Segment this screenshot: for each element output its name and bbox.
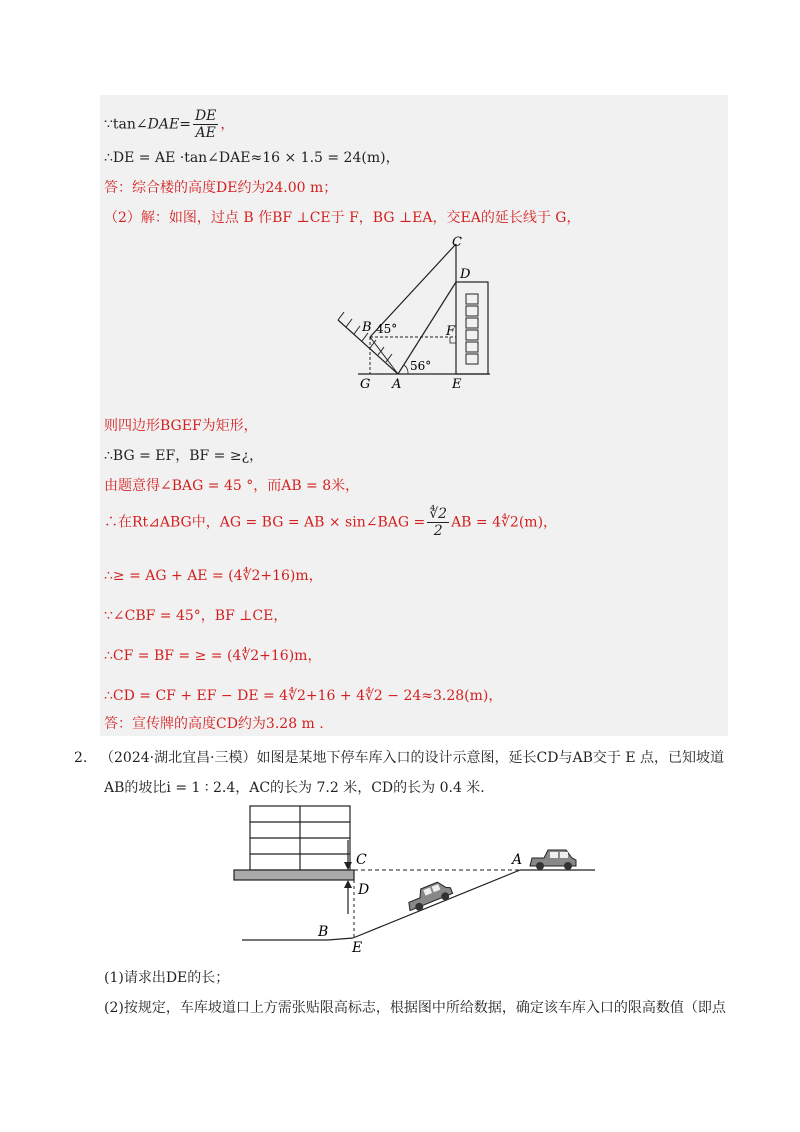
- car-icon: [404, 878, 454, 914]
- label-B: B: [362, 320, 372, 335]
- solution-line-11: ∴CF = BF = ≥ = (4∜2+16)m，: [104, 648, 322, 664]
- text: =: [179, 116, 191, 133]
- label-C: C: [356, 852, 367, 868]
- problem-2-question-2: (2)按规定，车库坡道口上方需张贴限高标志，根据图中所给数据，确定该车库入口的限高数值（即点: [104, 1000, 726, 1016]
- solution-line-10: ∵∠CBF = 45°，BF ⊥CE，: [104, 608, 288, 624]
- solution-line-7: 由题意得∠BAG = 45 °，而AB = 8米，: [104, 478, 360, 494]
- label-B: B: [318, 924, 329, 940]
- label-G: G: [360, 377, 371, 392]
- angle-56: 56°: [410, 359, 432, 373]
- text: ∵tan∠: [104, 116, 148, 133]
- problem-2-question-1: (1)请求出DE的长；: [104, 970, 230, 986]
- solution-line-5: 则四边形BGEF为矩形，: [104, 418, 258, 434]
- angle-45: 45°: [376, 322, 398, 336]
- solution-line-6: ∴BG = EF，BF = ≥¿，: [104, 448, 264, 464]
- text: ，: [220, 116, 235, 133]
- problem-2-line-2: AB的坡比i = 1 ∶ 2.4，AC的长为 7.2 米，CD的长为 0.4 米.: [104, 780, 485, 796]
- fraction-denominator: 2: [433, 523, 443, 539]
- figure-parking-entrance: [230, 804, 610, 954]
- problem-2-line-1: [100, 748, 724, 768]
- label-D: D: [460, 267, 471, 282]
- problem-2-number: 2.: [74, 750, 88, 766]
- label-E: E: [352, 940, 363, 954]
- text: DAE: [147, 116, 180, 133]
- fraction: [427, 506, 449, 539]
- solution-line-12: ∴CD = CF + EF − DE = 4∜2+16 + 4∜2 − 24≈3.28(m)，: [104, 688, 503, 704]
- label-F: F: [446, 324, 456, 339]
- answer-line-1: 答：综合楼的高度DE约为24.00 m；: [104, 180, 338, 196]
- label-E: E: [452, 377, 462, 392]
- fraction: [193, 108, 218, 141]
- label-D: D: [358, 882, 370, 898]
- solution-line-9: ∴≥ = AG + AE = (4∜2+16)m，: [104, 568, 323, 584]
- solution-line-1: [104, 108, 234, 141]
- car-icon: [530, 850, 576, 870]
- solution-line-4: （2）解：如图，过点 B 作BF ⊥CE于 F，BG ⊥EA，交EA的延长线于 G，: [104, 210, 581, 226]
- text: ∴在Rt⊿ABG中，AG = BG = AB × sin∠BAG =: [104, 514, 426, 531]
- solution-line-2: ∴DE = AE ·tan∠DAE≈16 × 1.5 = 24(m)，: [104, 150, 400, 166]
- figure-building-slope: [330, 232, 510, 392]
- fraction-numerator: ∜2: [429, 506, 448, 522]
- fraction-denominator: AE: [195, 125, 216, 141]
- label-A: A: [512, 852, 523, 868]
- label-A: A: [392, 377, 402, 392]
- answer-line-2: 答：宣传牌的高度CD约为3.28 m .: [104, 716, 324, 732]
- problem-source: （2024·湖北宜昌·三模）: [100, 750, 257, 766]
- label-C: C: [452, 235, 462, 250]
- text: 如图是某地下停车库入口的设计示意图，延长CD与AB交于 E 点，已知坡道: [256, 750, 724, 766]
- solution-line-8: [104, 506, 557, 539]
- text: AB = 4∜2(m)，: [451, 514, 558, 531]
- fraction-numerator: DE: [194, 108, 217, 124]
